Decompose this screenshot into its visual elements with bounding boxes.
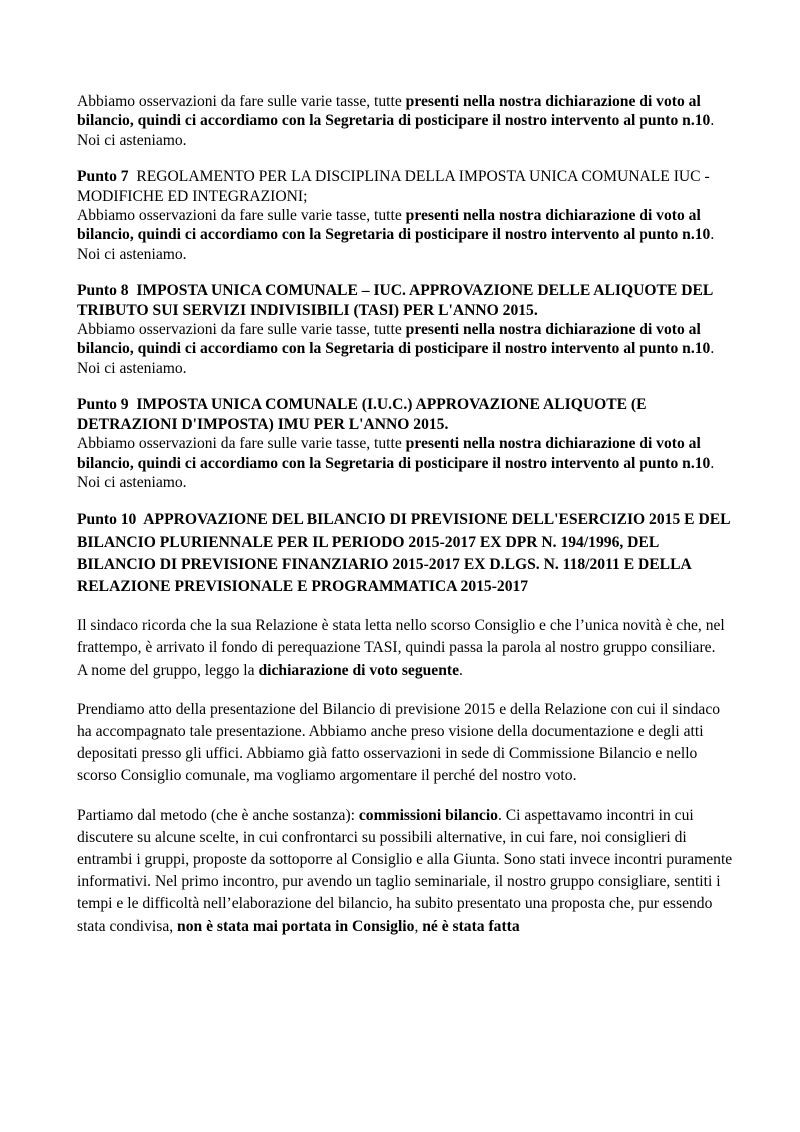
punto-7-paragraph: Abbiamo osservazioni da fare sulle varie tasse, tutte presenti nella nostra dichiarazione di voto al bilancio, quindi ci accordiamo con la Segretaria di posticipare il nostro intervento al punto n.10. bbox=[77, 207, 715, 244]
paragraph-prendiamo-atto: Prendiamo atto della presentazione del Bilancio di previsione 2015 e della Relazione con cui il sindaco ha accompagnato tale presentazione. Abbiamo anche preso visione della documentazione e degli atti depositati presso gli uffici. Abbiamo già fatto osservazioni in sede di Commissione Bilancio e nello scorso Consiglio comunale, ma vogliamo argomentare il perché del nostro voto. bbox=[77, 700, 721, 785]
punto-7-title: REGOLAMENTO PER LA DISCIPLINA DELLA IMPOSTA UNICA COMUNALE IUC -MODIFICHE ED INTEGRAZIONI; bbox=[77, 168, 710, 205]
punto-10-heading bbox=[77, 509, 737, 598]
punto-9-abstain: Noi ci asteniamo. bbox=[77, 473, 187, 491]
punto-8-title: IMPOSTA UNICA COMUNALE – IUC. APPROVAZIONE DELLE ALIQUOTE DEL TRIBUTO SUI SERVIZI INDIVISIBILI (TASI) PER L'ANNO 2015. bbox=[77, 282, 713, 319]
paragraph-sindaco: Il sindaco ricorda che la sua Relazione è stata letta nello scorso Consiglio e che l’unica novità è che, nel frattempo, è arrivato il fondo di perequazione TASI, quindi passa la parola al nostro gruppo consiliare. bbox=[77, 617, 725, 657]
punto-8-abstain: Noi ci asteniamo. bbox=[77, 359, 187, 377]
consiglio-bold: non è stata mai portata in Consiglio bbox=[177, 917, 415, 935]
punto-9-heading bbox=[77, 395, 737, 434]
intro-text: Abbiamo osservazioni da fare sulle varie tasse, tutte bbox=[77, 93, 406, 110]
paragraph-metodo: Partiamo dal metodo (che è anche sostanza): commissioni bilancio. Ci aspettavamo incontri in cui discutere su alcune scelte, in cui confrontarci su possibili alternative, in cui fare, noi consiglieri di entrambi i gruppi, proposte da sottoporre al Consiglio e alla Giunta. Sono stati invece incontri puramente informativi. Nel primo incontro, pur avendo un taglio seminariale, il nostro gruppo consigliare, sentiti i tempi e le difficoltà nell’elaborazione del bilancio, ha subito presentato una proposta che, pur essendo stata condivisa, non è stata mai portata in Consiglio, né è stata fatta bbox=[77, 806, 733, 935]
punto-8-heading bbox=[77, 281, 737, 320]
intro-paragraph: Abbiamo osservazioni da fare sulle varie tasse, tutte presenti nella nostra dichiarazione di voto al bilancio, quindi ci accordiamo con la Segretaria di posticipare il nostro intervento al punto n.10. bbox=[77, 93, 715, 130]
punto-9-title: IMPOSTA UNICA COMUNALE (I.U.C.) APPROVAZIONE ALIQUOTE (E DETRAZIONI D'IMPOSTA) IMU PER L'ANNO 2015. bbox=[77, 396, 647, 433]
punto-8-label: Punto 8 bbox=[77, 282, 129, 300]
punto-10-title: APPROVAZIONE DEL BILANCIO DI PREVISIONE DELL'ESERCIZIO 2015 E DEL BILANCIO PLURIENNALE PER IL PERIODO 2015-2017 EX DPR N. 194/1996, DEL BILANCIO DI PREVISIONE FINANZIARIO 2015-2017 EX D.LGS. N. 118/2011 E DELLA RELAZIONE PREVISIONALE E PROGRAMMATICA 2015-2017 bbox=[77, 511, 730, 595]
punto-7-label: Punto 7 bbox=[77, 168, 129, 186]
punto-7-heading bbox=[77, 167, 737, 206]
paragraph-dichiarazione: A nome del gruppo, leggo la dichiarazione di voto seguente. bbox=[77, 661, 463, 679]
intro-abstain: Noi ci asteniamo. bbox=[77, 131, 187, 149]
fatta-bold: né è stata fatta bbox=[422, 917, 520, 935]
punto-9-paragraph: Abbiamo osservazioni da fare sulle varie tasse, tutte presenti nella nostra dichiarazione di voto al bilancio, quindi ci accordiamo con la Segretaria di posticipare il nostro intervento al punto n.10. bbox=[77, 435, 715, 472]
punto-10-label: Punto 10 bbox=[77, 511, 137, 529]
punto-7-abstain: Noi ci asteniamo. bbox=[77, 245, 187, 263]
intro-bold: presenti nella nostra dichiarazione di voto al bilancio, quindi ci accordiamo con la Segretaria di posticipare il nostro intervento al punto n.10 bbox=[77, 93, 711, 130]
punto-8-paragraph: Abbiamo osservazioni da fare sulle varie tasse, tutte presenti nella nostra dichiarazione di voto al bilancio, quindi ci accordiamo con la Segretaria di posticipare il nostro intervento al punto n.10. bbox=[77, 321, 715, 358]
document-page bbox=[77, 92, 737, 938]
punto-9-label: Punto 9 bbox=[77, 396, 129, 414]
commissioni-bold: commissioni bilancio bbox=[358, 806, 498, 824]
dichiarazione-bold: dichiarazione di voto seguente bbox=[258, 661, 460, 679]
